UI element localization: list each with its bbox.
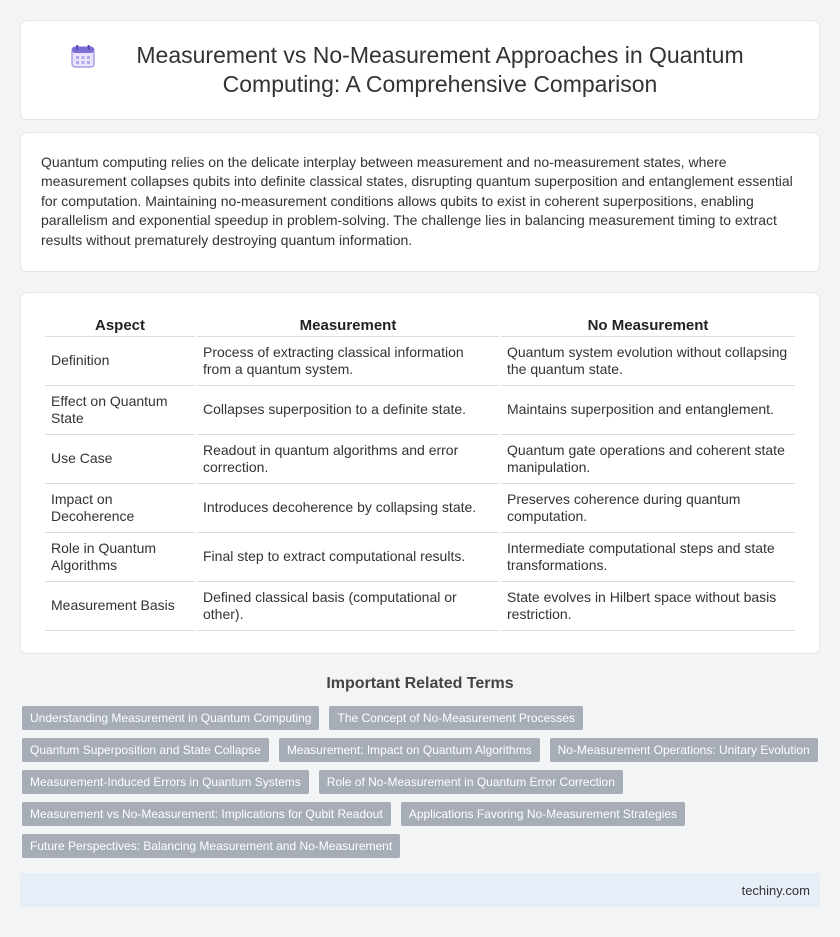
footer [20,873,820,907]
related-terms-title: Important Related Terms [326,675,514,692]
cell-no-measurement: State evolves in Hilbert space without basis restriction. [501,582,795,631]
header-aspect: Aspect [45,313,195,337]
table-row [45,582,795,631]
cell-aspect: Use Case [45,435,195,484]
related-term-tag[interactable]: Understanding Measurement in Quantum Computing [22,706,319,730]
cell-aspect: Definition [45,337,195,386]
header-measurement: Measurement [197,313,499,337]
calendar-icon [70,43,96,69]
intro-paragraph: Quantum computing relies on the delicate interplay between measurement and no-measurement states, where measurement collapses qubits into definite classical states, disrupting quantum superposition and entanglement essential for computation. Maintaining no-measurement conditions allows qubits to exist in coherent superpositions, enabling parallelism and exponential speedup in problem-solving. The challenge lies in balancing measurement timing to extract results without prematurely destroying quantum information. [41,154,793,248]
related-term-tag[interactable]: Measurement vs No-Measurement: Implications for Qubit Readout [22,802,391,826]
related-term-tag[interactable]: Quantum Superposition and State Collapse [22,738,269,762]
cell-no-measurement: Maintains superposition and entanglement. [501,386,795,435]
table-row [45,484,795,533]
cell-measurement: Readout in quantum algorithms and error correction. [197,435,499,484]
intro-card [20,132,820,272]
footer-site-link[interactable]: techiny.com [741,882,810,898]
title-wrap [40,41,800,99]
related-term-tag[interactable]: Measurement-Induced Errors in Quantum Systems [22,770,309,794]
header-no-measurement: No Measurement [501,313,795,337]
cell-no-measurement: Quantum gate operations and coherent state manipulation. [501,435,795,484]
cell-aspect: Role in Quantum Algorithms [45,533,195,582]
cell-aspect: Impact on Decoherence [45,484,195,533]
title-card [20,20,820,120]
page-title: Measurement vs No-Measurement Approaches in Quantum Computing: A Comprehensive Comparison [136,42,744,97]
comparison-table-card [20,292,820,654]
related-terms-list [22,706,822,858]
table-row [45,337,795,386]
related-term-tag[interactable]: No-Measurement Operations: Unitary Evolution [550,738,818,762]
related-term-tag[interactable]: The Concept of No-Measurement Processes [329,706,582,730]
comparison-table [43,313,797,631]
cell-no-measurement: Preserves coherence during quantum computation. [501,484,795,533]
cell-no-measurement: Quantum system evolution without collapsing the quantum state. [501,337,795,386]
cell-aspect: Effect on Quantum State [45,386,195,435]
cell-measurement: Collapses superposition to a definite state. [197,386,499,435]
table-row [45,435,795,484]
table-header-row [45,313,795,337]
cell-no-measurement: Intermediate computational steps and state transformations. [501,533,795,582]
related-term-tag[interactable]: Applications Favoring No-Measurement Strategies [401,802,685,826]
table-row [45,386,795,435]
cell-measurement: Introduces decoherence by collapsing state. [197,484,499,533]
cell-measurement: Process of extracting classical information from a quantum system. [197,337,499,386]
cell-measurement: Defined classical basis (computational or other). [197,582,499,631]
table-row [45,533,795,582]
related-term-tag[interactable]: Role of No-Measurement in Quantum Error Correction [319,770,623,794]
cell-measurement: Final step to extract computational results. [197,533,499,582]
cell-aspect: Measurement Basis [45,582,195,631]
related-term-tag[interactable]: Measurement: Impact on Quantum Algorithms [279,738,540,762]
related-term-tag[interactable]: Future Perspectives: Balancing Measurement and No-Measurement [22,834,400,858]
